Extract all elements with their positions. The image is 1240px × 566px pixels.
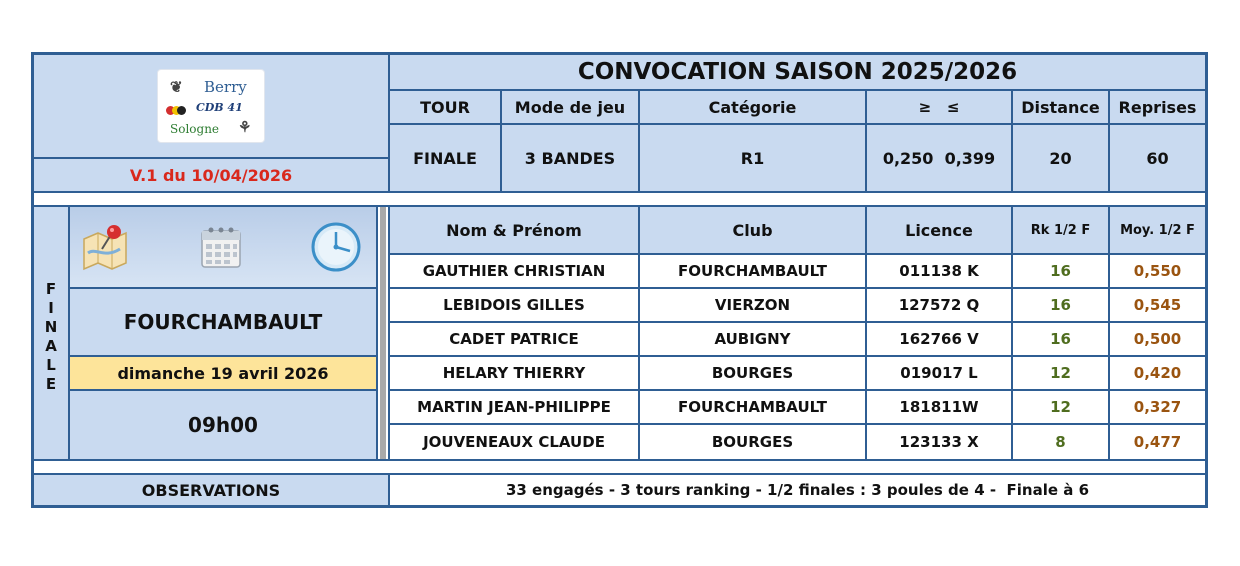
player-average: 0,500 [1109,322,1206,356]
clock-icon [310,221,362,273]
player-name: MARTIN JEAN-PHILIPPE [389,390,639,424]
player-licence: 181811W [866,390,1012,424]
goat-icon: ❦ [170,78,183,96]
header-distance: Distance [1012,90,1109,124]
page-title: CONVOCATION SAISON 2025/2026 [389,54,1206,90]
player-average: 0,477 [1109,424,1206,460]
player-average: 0,327 [1109,390,1206,424]
players-table [389,254,1206,460]
logo-area [33,54,389,158]
player-club: FOURCHAMBAULT [639,390,866,424]
player-licence: 162766 V [866,322,1012,356]
player-licence: 019017 L [866,356,1012,390]
player-rank: 8 [1012,424,1109,460]
player-average: 0,420 [1109,356,1206,390]
calendar-icon [198,223,244,271]
event-place: FOURCHAMBAULT [69,288,377,356]
value-reprises: 60 [1109,124,1206,192]
logo-line-cdb: CDB 41 [196,101,243,114]
player-club: FOURCHAMBAULT [639,254,866,288]
player-licence: 011138 K [866,254,1012,288]
value-tour: FINALE [389,124,501,192]
icons-row [69,206,377,288]
value-category: R1 [639,124,866,192]
player-average: 0,550 [1109,254,1206,288]
version-label: V.1 du 10/04/2026 [33,158,389,192]
player-club: VIERZON [639,288,866,322]
map-pin-icon [80,223,132,271]
table-row [389,424,1206,460]
table-row [389,322,1206,356]
header-mode: Mode de jeu [501,90,639,124]
convocation-sheet [31,52,1208,508]
player-name: HELARY THIERRY [389,356,639,390]
value-distance: 20 [1012,124,1109,192]
col-header-club: Club [639,206,866,254]
club-logo [157,69,265,143]
player-rank: 16 [1012,322,1109,356]
player-name: JOUVENEAUX CLAUDE [389,424,639,460]
player-average: 0,545 [1109,288,1206,322]
player-club: BOURGES [639,424,866,460]
stag-icon: ⚘ [238,118,252,136]
table-row [389,390,1206,424]
spacer-row-bottom [33,460,1206,474]
col-header-licence: Licence [866,206,1012,254]
logo-line-sologne: Sologne [170,122,220,136]
header-category: Catégorie [639,90,866,124]
event-date: dimanche 19 avril 2026 [69,356,377,390]
player-rank: 16 [1012,288,1109,322]
table-row [389,254,1206,288]
value-range: 0,250 0,399 [866,124,1012,192]
col-header-name: Nom & Prénom [389,206,639,254]
table-row [389,288,1206,322]
side-label-finale: F I N A L E [33,206,69,460]
value-mode: 3 BANDES [501,124,639,192]
player-rank: 12 [1012,356,1109,390]
player-club: AUBIGNY [639,322,866,356]
header-tour: TOUR [389,90,501,124]
player-name: GAUTHIER CHRISTIAN [389,254,639,288]
player-rank: 12 [1012,390,1109,424]
header-reprises: Reprises [1109,90,1206,124]
col-header-average: Moy. 1/2 F [1109,206,1206,254]
event-time: 09h00 [69,390,377,460]
player-name: LEBIDOIS GILLES [389,288,639,322]
player-name: CADET PATRICE [389,322,639,356]
table-row [389,356,1206,390]
logo-line-berry: Berry [204,78,247,96]
player-club: BOURGES [639,356,866,390]
separator-bar [377,206,389,460]
player-licence: 127572 Q [866,288,1012,322]
player-licence: 123133 X [866,424,1012,460]
observations-text: 33 engagés - 3 tours ranking - 1/2 finales : 3 poules de 4 - Finale à 6 [389,474,1206,506]
player-rank: 16 [1012,254,1109,288]
billiard-balls-icon [166,106,186,115]
observations-label: OBSERVATIONS [33,474,389,506]
header-range: ≥ ≤ [866,90,1012,124]
spacer-row [33,192,1206,206]
col-header-rank: Rk 1/2 F [1012,206,1109,254]
